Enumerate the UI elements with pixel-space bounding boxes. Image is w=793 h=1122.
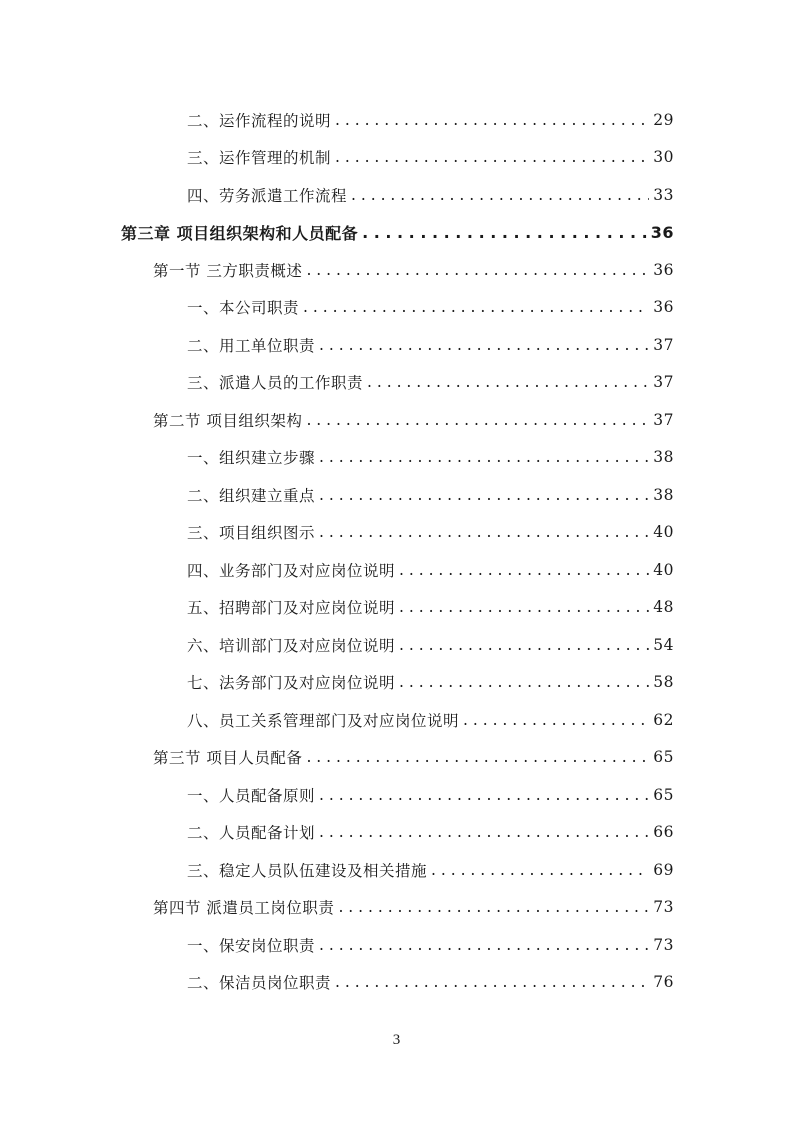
toc-entry-title: 二、运作流程的说明: [187, 111, 332, 130]
toc-entry[interactable]: [187, 101, 674, 138]
toc-entry-title: 二、人员配备计划: [187, 824, 316, 842]
toc-entry-title: 二、保洁员岗位职责: [187, 974, 332, 992]
toc-entry[interactable]: [153, 739, 674, 776]
toc-entry-page: 73: [653, 898, 674, 916]
toc-entry[interactable]: [187, 476, 674, 513]
toc-leader-dots: [338, 898, 649, 916]
toc-leader-dots: [319, 448, 649, 466]
toc-leader-dots: [335, 148, 649, 166]
toc-entry-page: 40: [653, 523, 674, 541]
toc-leader-dots: [463, 711, 649, 729]
toc-entry-page: 38: [653, 485, 674, 504]
toc-entry-page: 69: [653, 860, 674, 879]
toc-entry-title: 三、派遣人员的工作职责: [187, 374, 364, 392]
toc-entry-title: 第二节 项目组织架构: [153, 411, 303, 430]
toc-entry-title: 六、培训部门及对应岗位说明: [187, 636, 396, 655]
toc-entry-title: 三、项目组织图示: [187, 524, 316, 542]
toc-leader-dots: [335, 111, 649, 129]
toc-leader-dots: [362, 223, 647, 242]
toc-entry-page: 30: [653, 148, 674, 166]
toc-entry[interactable]: [187, 776, 674, 813]
toc-entry-page: 58: [653, 673, 674, 691]
toc-entry[interactable]: [187, 814, 674, 851]
toc-leader-dots: [367, 373, 649, 391]
toc-entry-page: 66: [653, 823, 674, 841]
toc-entry[interactable]: [187, 514, 674, 551]
toc-leader-dots: [319, 936, 649, 954]
toc-entry[interactable]: [187, 364, 674, 401]
toc-leader-dots: [351, 186, 649, 204]
toc-leader-dots: [399, 598, 649, 616]
toc-leader-dots: [306, 748, 649, 766]
page-number: 3: [392, 1032, 401, 1048]
toc-entry-page: 36: [653, 260, 674, 279]
toc-entry-page: 36: [650, 222, 674, 242]
toc-entry-title: 八、员工关系管理部门及对应岗位说明: [187, 711, 460, 730]
toc-entry-title: 三、运作管理的机制: [187, 149, 332, 167]
toc-entry-title: 四、劳务派遣工作流程: [187, 186, 348, 205]
toc-entry-page: 38: [653, 448, 674, 466]
toc-entry[interactable]: [187, 326, 674, 363]
toc-entry[interactable]: [187, 626, 674, 663]
toc-entry-page: 48: [653, 598, 674, 616]
toc-entry-title: 第一节 三方职责概述: [153, 261, 303, 280]
toc-entry-page: 62: [653, 710, 674, 729]
toc-entry-page: 65: [653, 748, 674, 766]
toc-leader-dots: [319, 336, 649, 354]
toc-entry-title: 七、法务部门及对应岗位说明: [187, 674, 396, 692]
toc-entry-page: 65: [653, 785, 674, 804]
toc-entry[interactable]: [187, 176, 674, 213]
toc-entry[interactable]: [121, 214, 674, 251]
toc-entry[interactable]: [187, 139, 674, 176]
toc-leader-dots: [303, 298, 649, 316]
toc-entry-page: 76: [653, 973, 674, 991]
toc-leader-dots: [306, 261, 649, 279]
toc-entry-page: 37: [653, 410, 674, 429]
toc-leader-dots: [431, 861, 649, 879]
toc-entry[interactable]: [153, 401, 674, 438]
toc-entry-page: 33: [653, 185, 674, 204]
toc-leader-dots: [399, 561, 649, 579]
toc-entry-title: 一、人员配备原则: [187, 786, 316, 805]
toc-entry-title: 三、稳定人员队伍建设及相关措施: [187, 861, 428, 880]
toc-entry-title: 第四节 派遣员工岗位职责: [153, 899, 335, 917]
toc-entry-title: 五、招聘部门及对应岗位说明: [187, 599, 396, 617]
toc-entry-title: 第三节 项目人员配备: [153, 749, 303, 767]
toc-entry[interactable]: [153, 251, 674, 288]
toc-entry[interactable]: [187, 664, 674, 701]
toc-entry-page: 40: [653, 560, 674, 579]
toc-entry[interactable]: [187, 701, 674, 738]
toc-leader-dots: [319, 823, 649, 841]
toc-entry[interactable]: [187, 964, 674, 1001]
toc-entry-page: 36: [653, 298, 674, 316]
toc-entry[interactable]: [187, 551, 674, 588]
toc-entry-title: 二、用工单位职责: [187, 336, 316, 355]
toc-entry-title: 一、保安岗位职责: [187, 936, 316, 955]
toc-leader-dots: [319, 486, 649, 504]
toc-leader-dots: [399, 673, 649, 691]
toc-leader-dots: [399, 636, 649, 654]
toc-entry[interactable]: [187, 439, 674, 476]
toc-entry[interactable]: [153, 889, 674, 926]
toc-entry-title: 第三章 项目组织架构和人员配备: [121, 223, 359, 243]
toc-leader-dots: [306, 411, 649, 429]
toc-entry-title: 一、本公司职责: [187, 299, 300, 317]
toc-entry-page: 37: [653, 373, 674, 391]
toc-entry-page: 37: [653, 335, 674, 354]
toc-entry[interactable]: [187, 589, 674, 626]
toc-entry-title: 四、业务部门及对应岗位说明: [187, 561, 396, 580]
toc-entry-title: 二、组织建立重点: [187, 486, 316, 505]
toc-leader-dots: [319, 523, 649, 541]
toc-entry[interactable]: [187, 851, 674, 888]
toc-entry[interactable]: [187, 289, 674, 326]
toc-entry[interactable]: [187, 926, 674, 963]
toc-entry-page: 29: [653, 110, 674, 129]
toc-entry-title: 一、组织建立步骤: [187, 449, 316, 467]
toc-entry-page: 54: [653, 635, 674, 654]
toc-leader-dots: [335, 973, 649, 991]
toc-entry-page: 73: [653, 935, 674, 954]
toc-leader-dots: [319, 786, 649, 804]
